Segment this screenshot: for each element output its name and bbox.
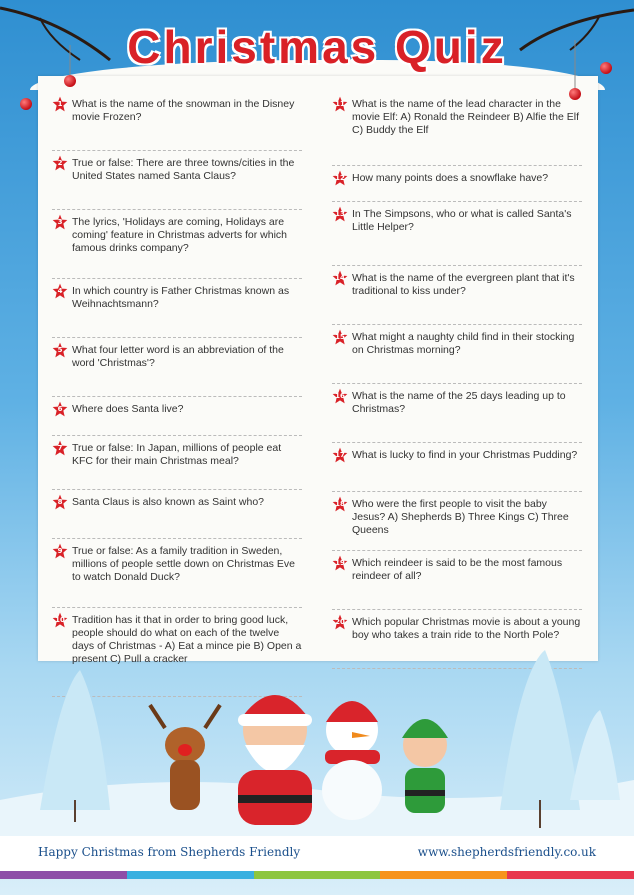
page-title: Christmas Quiz — [127, 21, 507, 73]
christmas-characters-illustration — [0, 650, 634, 840]
question-text: True or false: As a family tradition in Sweden, millions of people settle down on Christmas Eve to watch Donald Duck? — [72, 545, 295, 583]
star-number-icon — [52, 543, 68, 559]
question-text: True or false: In Japan, millions of people eat KFC for their main Christmas meal? — [72, 442, 282, 467]
question-number: 4 — [57, 287, 63, 295]
color-stripe — [507, 871, 634, 879]
question-text: What might a naughty child find in their stocking on Christmas morning? — [352, 331, 575, 356]
quiz-question — [332, 96, 582, 166]
bauble-icon — [20, 98, 32, 110]
question-text: In which country is Father Christmas known as Weihnachtsmann? — [72, 285, 290, 310]
star-number-icon — [332, 388, 348, 404]
quiz-question — [332, 496, 582, 551]
quiz-question — [52, 494, 302, 539]
star-number-icon — [332, 555, 348, 571]
quiz-question — [332, 329, 582, 384]
star-number-icon — [332, 614, 348, 630]
question-text: What is the name of the snowman in the Disney movie Frozen? — [72, 98, 295, 123]
star-number-icon — [52, 494, 68, 510]
question-number: 18 — [335, 500, 345, 508]
question-number: 1 — [57, 100, 63, 108]
question-text: In The Simpsons, who or what is called Santa's Little Helper? — [352, 208, 572, 233]
question-number: 5 — [57, 346, 63, 354]
question-text: True or false: There are three towns/cities in the United States named Santa Claus? — [72, 157, 295, 182]
question-text: What is the name of the evergreen plant that it's traditional to kiss under? — [352, 272, 575, 297]
star-number-icon — [52, 342, 68, 358]
quiz-question — [52, 96, 302, 151]
question-text: Who were the first people to visit the baby Jesus? A) Shepherds B) Three Kings C) Three Queens — [352, 498, 569, 536]
star-number-icon — [332, 496, 348, 512]
question-text: Santa Claus is also known as Saint who? — [72, 496, 265, 508]
quiz-question — [332, 447, 582, 492]
quiz-question — [332, 206, 582, 266]
star-number-icon — [52, 96, 68, 112]
question-number: 17 — [335, 451, 345, 459]
footer-website-link[interactable]: www.shepherdsfriendly.co.uk — [417, 845, 596, 859]
question-number: 14 — [335, 274, 345, 282]
quiz-question — [52, 342, 302, 397]
question-number: 19 — [335, 559, 345, 567]
quiz-question — [52, 214, 302, 279]
quiz-question — [52, 543, 302, 608]
quiz-question — [332, 270, 582, 325]
star-number-icon — [52, 283, 68, 299]
star-number-icon — [332, 206, 348, 222]
question-text: Which reindeer is said to be the most famous reindeer of all? — [352, 557, 563, 582]
question-text: What four letter word is an abbreviation of the word 'Christmas'? — [72, 344, 284, 369]
question-text: Tradition has it that in order to bring good luck, people should do what on each of the twelve days of Christmas - A) Eat a mince pie B) Open a present C) Pull a cracker — [72, 614, 302, 665]
question-number: 6 — [57, 405, 63, 413]
question-number: 15 — [335, 333, 345, 341]
questions-left-column — [52, 92, 302, 697]
star-number-icon — [52, 401, 68, 417]
question-text: Which popular Christmas movie is about a young boy who takes a train ride to the North Pole? — [352, 616, 581, 641]
star-number-icon — [332, 96, 348, 112]
quiz-question — [332, 555, 582, 610]
star-number-icon — [332, 170, 348, 186]
question-number: 20 — [335, 618, 345, 626]
bauble-icon — [64, 75, 76, 87]
question-number: 8 — [57, 498, 63, 506]
star-number-icon — [52, 155, 68, 171]
question-text: What is the name of the 25 days leading up to Christmas? — [352, 390, 566, 415]
question-number: 11 — [335, 100, 345, 108]
question-number: 2 — [57, 159, 63, 167]
star-number-icon — [52, 214, 68, 230]
question-number: 7 — [57, 444, 63, 452]
question-text: The lyrics, 'Holidays are coming, Holidays are coming' feature in Christmas adverts for which famous drinks company? — [72, 216, 288, 254]
question-text: How many points does a snowflake have? — [352, 172, 549, 184]
question-number: 16 — [335, 392, 345, 400]
footer-greeting: Happy Christmas from Shepherds Friendly — [38, 845, 301, 859]
star-number-icon — [52, 440, 68, 456]
question-number: 12 — [335, 174, 345, 182]
color-stripe — [0, 871, 128, 879]
star-number-icon — [332, 447, 348, 463]
color-stripe — [127, 871, 255, 879]
quiz-question — [52, 283, 302, 338]
question-text: Where does Santa live? — [72, 403, 184, 415]
questions-right-column — [332, 92, 582, 669]
quiz-question — [52, 440, 302, 490]
color-stripe — [380, 871, 508, 879]
color-stripe — [254, 871, 382, 879]
star-number-icon — [52, 612, 68, 628]
question-number: 13 — [335, 210, 345, 218]
star-number-icon — [332, 329, 348, 345]
quiz-question — [52, 155, 302, 210]
quiz-question — [332, 170, 582, 202]
star-number-icon — [332, 270, 348, 286]
question-text: What is the name of the lead character in the movie Elf: A) Ronald the Reindeer B) Alfie the Elf C) Buddy the Elf — [352, 98, 580, 136]
question-number: 10 — [55, 616, 65, 624]
question-text: What is lucky to find in your Christmas Pudding? — [352, 449, 578, 461]
quiz-question — [332, 388, 582, 443]
quiz-question — [52, 401, 302, 436]
question-number: 9 — [57, 547, 63, 555]
question-number: 3 — [57, 218, 63, 226]
